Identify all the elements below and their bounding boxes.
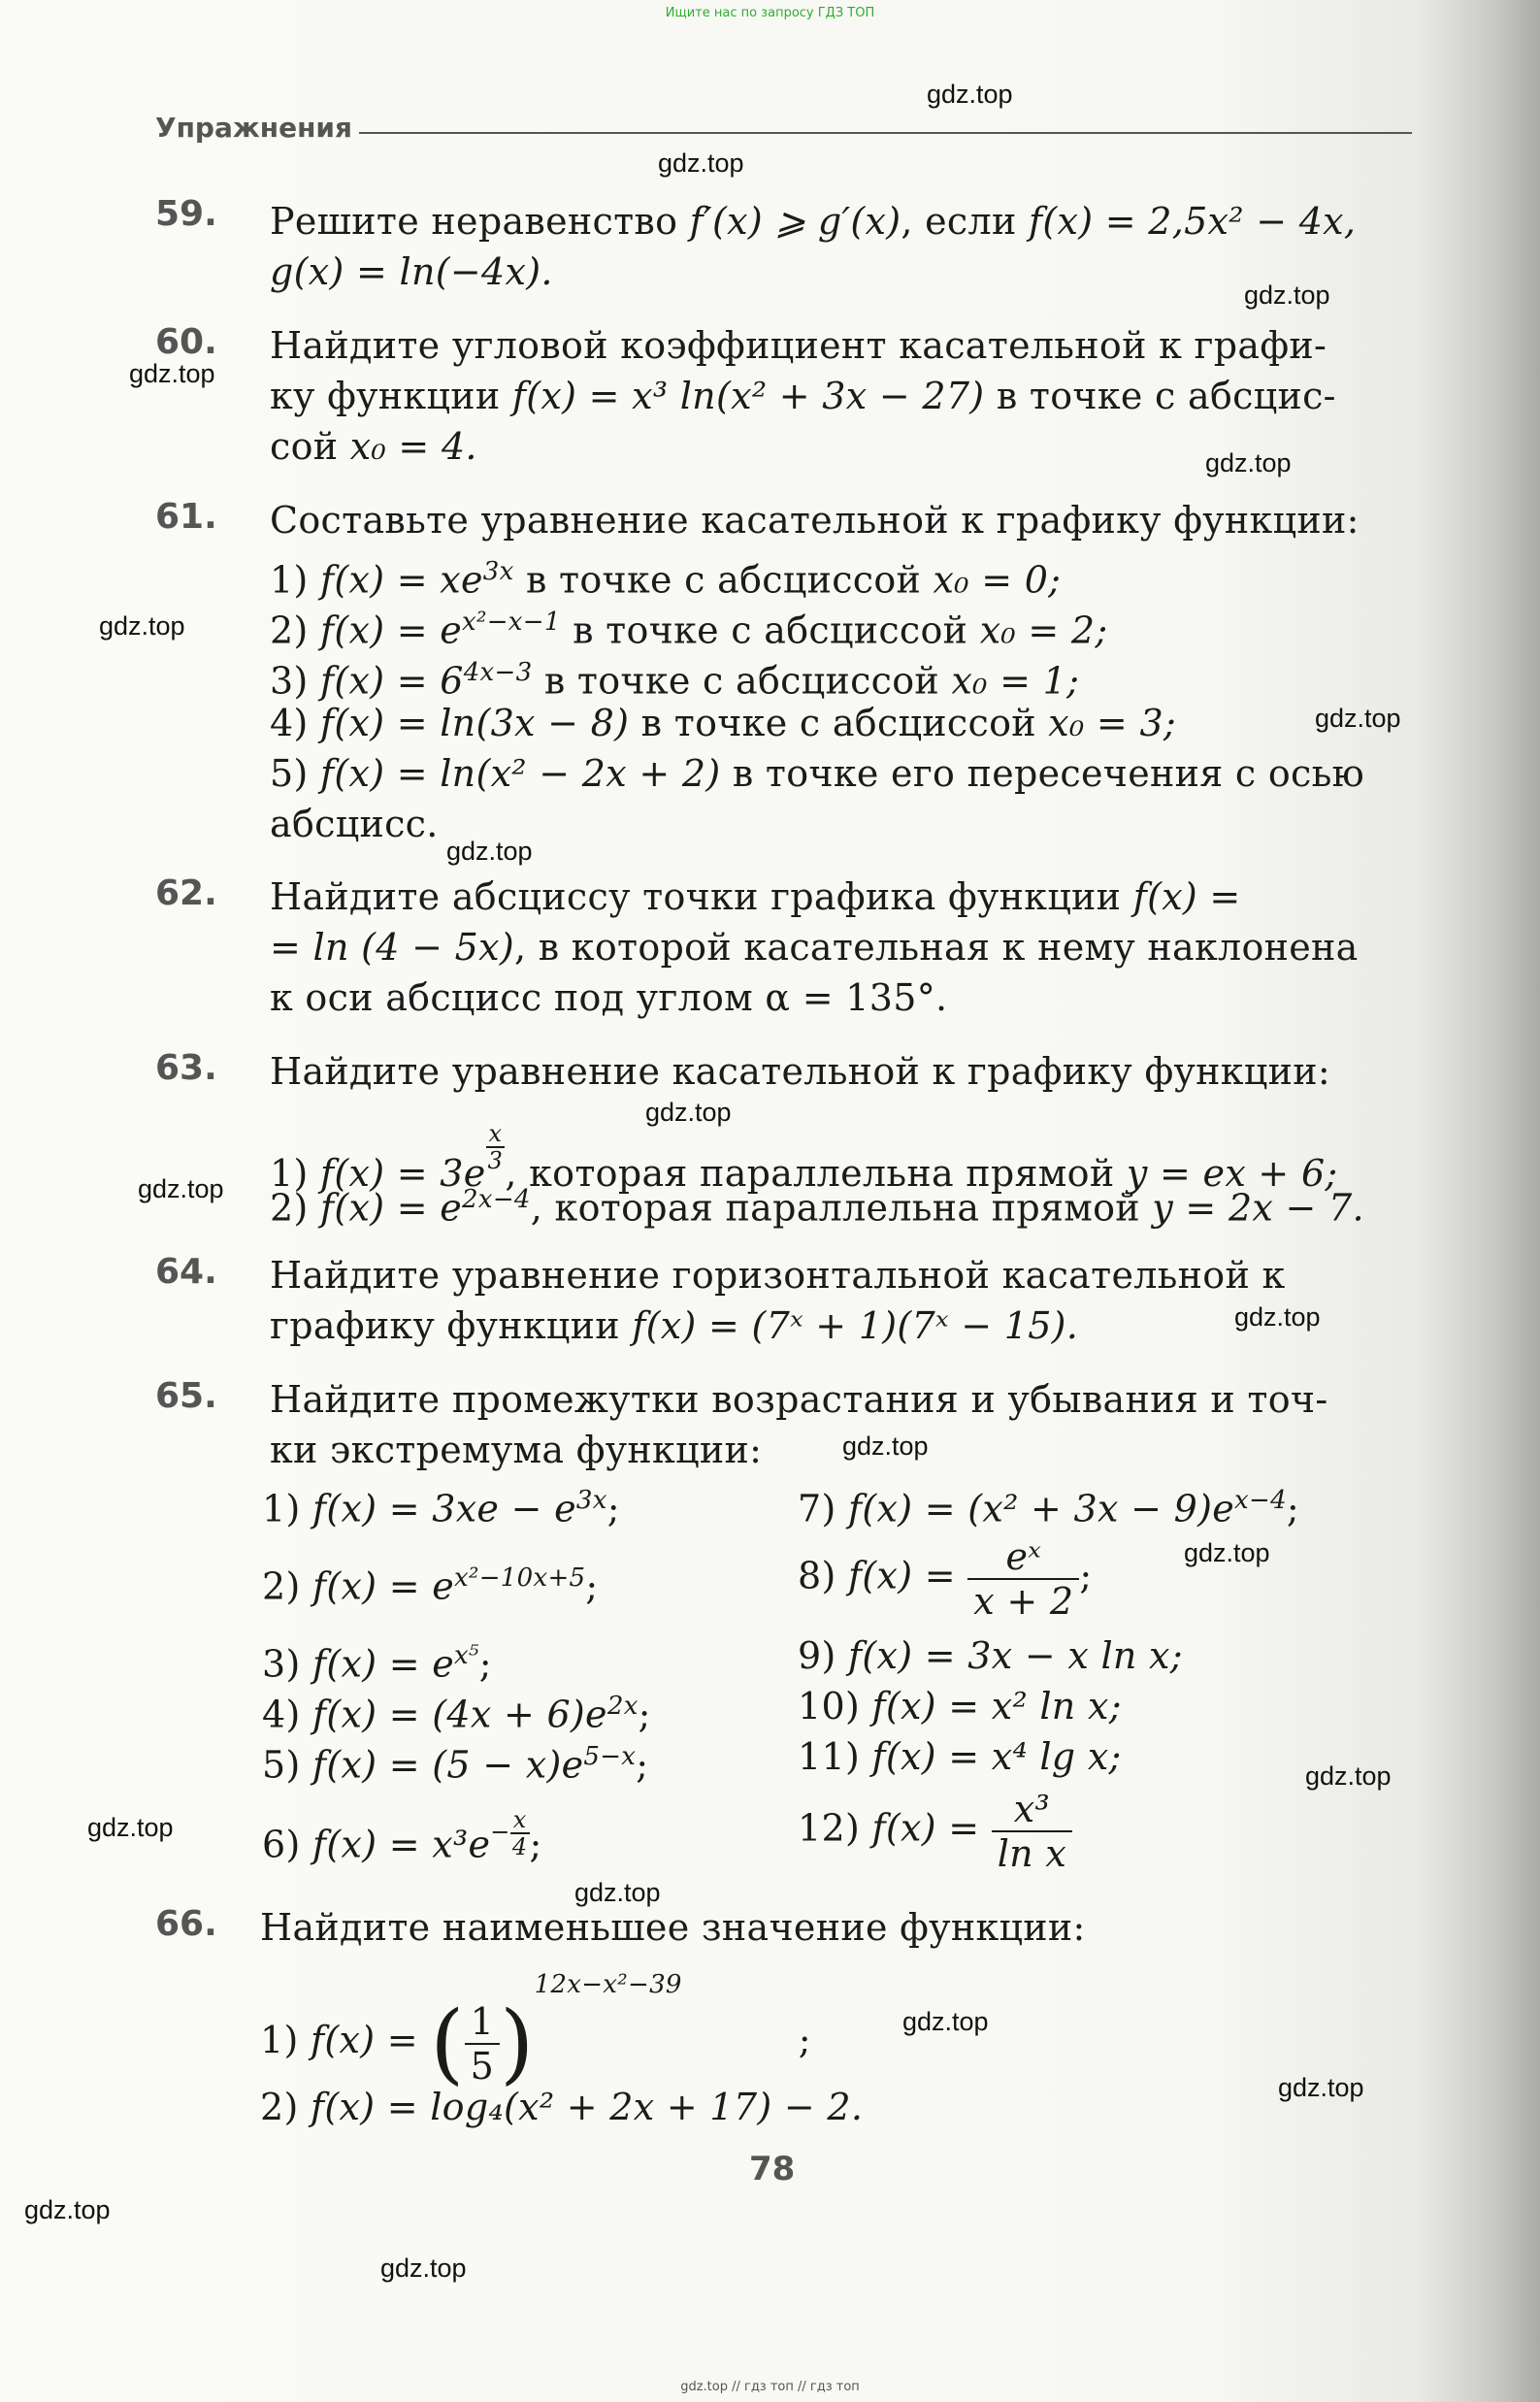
exercise-62-line-2: = ln (4 − 5x), в которой касательная к нему наклонена — [270, 926, 1359, 969]
exercise-66-item-2: 2) f(x) = log₄(x² + 2x + 17) − 2. — [260, 2086, 864, 2128]
section-title: Упражнения — [155, 112, 353, 144]
watermark: gdz.top — [574, 1878, 661, 1907]
watermark: gdz.top — [99, 611, 185, 641]
exercise-65-item-2: 2) $f(x) = e^{x^2-10x+5}$; — [262, 1563, 599, 1608]
exercise-65-item-12: 12) f(x) = $\frac{\text{x³}}{\text{ln x}}$ — [798, 1788, 1072, 1875]
exercise-63-item-2: 2) $f(x) = e^{2x-4}$, которая параллельна прямой y = 2x − 7. — [270, 1185, 1364, 1230]
exercise-65-item-3: 3) $f(x) = e^{x^5}$; — [262, 1641, 492, 1686]
watermark: gdz.top — [87, 1813, 174, 1842]
watermark: gdz.top — [1305, 1761, 1392, 1791]
exercise-65-item-7: 7) $f(x) = (x^2 + 3x - 9)e^{x-4}$; — [798, 1486, 1300, 1530]
exercise-number: 63. — [155, 1048, 217, 1088]
exercise-63-item-1: 1) f(x) = 3e $\frac{x}{3}$ , которая параллельна прямой y = ex + 6; — [270, 1120, 1338, 1195]
exercise-65-item-10: 10) f(x) = x² ln x; — [798, 1685, 1122, 1727]
watermark: gdz.top — [380, 2254, 467, 2283]
exercise-65-item-5: 5) $f(x) = (5 - x)e^{5-x}$; — [262, 1742, 649, 1787]
exercise-65-item-9: 9) f(x) = 3x − x ln x; — [798, 1634, 1183, 1677]
exercise-61-item-1: 1) $f(x) = xe^{3x}$ в точке с абсциссой x₀ = 0; — [270, 557, 1062, 602]
exercise-66-heading: Найдите наименьшее значение функции: — [260, 1906, 1086, 1949]
top-note: Ищите нас по запросу ГДЗ ТОП — [665, 6, 875, 20]
exercise-64-line-1: Найдите уравнение горизонтальной касательной к — [270, 1254, 1286, 1297]
exercise-61-item-3: 3) $f(x) = 6^{4x-3}$ в точке с абсциссой x₀ = 1; — [270, 658, 1080, 703]
exercise-59-line-2: g(x) = ln(−4x). — [270, 250, 553, 293]
watermark: gdz.top — [1315, 704, 1401, 733]
exercise-number: 61. — [155, 497, 217, 537]
footer-note: gdz.top // гдз топ // гдз топ — [680, 2380, 860, 2394]
exercise-62-line-3: к оси абсцисс под углом α = 135°. — [270, 976, 948, 1019]
exercise-62-line-1: Найдите абсциссу точки графика функции f(x) = — [270, 875, 1241, 918]
exercise-65-item-6: 6) f(x) = x³e− $\frac{x}{4}$ ; — [262, 1806, 542, 1866]
exercise-60-line-1: Найдите угловой коэффициент касательной к графи- — [270, 324, 1327, 367]
watermark: gdz.top — [138, 1174, 224, 1203]
exercise-63-heading: Найдите уравнение касательной к графику функции: — [270, 1050, 1330, 1093]
exercise-65-line-1: Найдите промежутки возрастания и убывания и точ- — [270, 1378, 1328, 1421]
exercise-number: 66. — [155, 1904, 217, 1944]
exercise-number: 64. — [155, 1252, 217, 1292]
page-number: 78 — [749, 2150, 796, 2188]
watermark: gdz.top — [927, 80, 1013, 109]
watermark: gdz.top — [1278, 2073, 1364, 2102]
exercise-number: 59. — [155, 194, 217, 234]
header-rule — [359, 132, 1412, 134]
exercise-59-line-1: Решите неравенство f′(x) ⩾ g′(x), если f(x) = 2,5x² − 4x, — [270, 200, 1357, 243]
watermark: gdz.top — [645, 1098, 732, 1127]
watermark: gdz.top — [129, 359, 215, 388]
watermark: gdz.top — [1244, 280, 1330, 310]
exercise-61-item-5: 5) f(x) = ln(x² − 2x + 2) в точке его пересечения с осью — [270, 752, 1365, 795]
exercise-number: 62. — [155, 873, 217, 913]
exercise-64-line-2: графику функции f(x) = (7ˣ + 1)(7ˣ − 15). — [270, 1304, 1079, 1347]
exercise-number: 65. — [155, 1376, 217, 1416]
exercise-65-item-4: 4) $f(x) = (4x + 6)e^{2x}$; — [262, 1692, 651, 1736]
exercise-61-heading: Составьте уравнение касательной к графику функции: — [270, 499, 1360, 542]
watermark: gdz.top — [24, 2195, 111, 2224]
watermark: gdz.top — [902, 2007, 989, 2036]
watermark: gdz.top — [1205, 448, 1292, 477]
exercise-65-item-11: 11) f(x) = x⁴ lg x; — [798, 1735, 1122, 1778]
exercise-65-item-1: 1) $f(x) = 3xe - e^{3x}$; — [262, 1486, 620, 1530]
exercise-61-item-4: 4) f(x) = ln(3x − 8) в точке с абсциссой x₀ = 3; — [270, 702, 1177, 744]
watermark: gdz.top — [658, 148, 744, 178]
exercise-61-item-5-cont: абсцисс. — [270, 803, 439, 845]
watermark: gdz.top — [842, 1431, 929, 1461]
exercise-61-item-2: 2) $f(x) = e^{x^2-x-1}$ в точке с абсциссой x₀ = 2; — [270, 608, 1108, 652]
exercise-65-item-8: 8) f(x) = $\frac{\text{eˣ}}{x + 2}$ ; — [798, 1535, 1093, 1623]
watermark: gdz.top — [1184, 1538, 1270, 1567]
exercise-60-line-2: ку функции f(x) = x³ ln(x² + 3x − 27) в точке с абсцис- — [270, 375, 1336, 417]
exercise-number: 60. — [155, 322, 217, 362]
exercise-66-item-1: 1) f(x) = ( $\frac{1}{5}$ )12x−x²−39; — [260, 1970, 811, 2094]
exercise-60-line-3: сой x₀ = 4. — [270, 425, 477, 468]
exercise-65-line-2: ки экстремума функции: — [270, 1429, 763, 1471]
watermark: gdz.top — [446, 837, 533, 866]
watermark: gdz.top — [1234, 1302, 1321, 1332]
